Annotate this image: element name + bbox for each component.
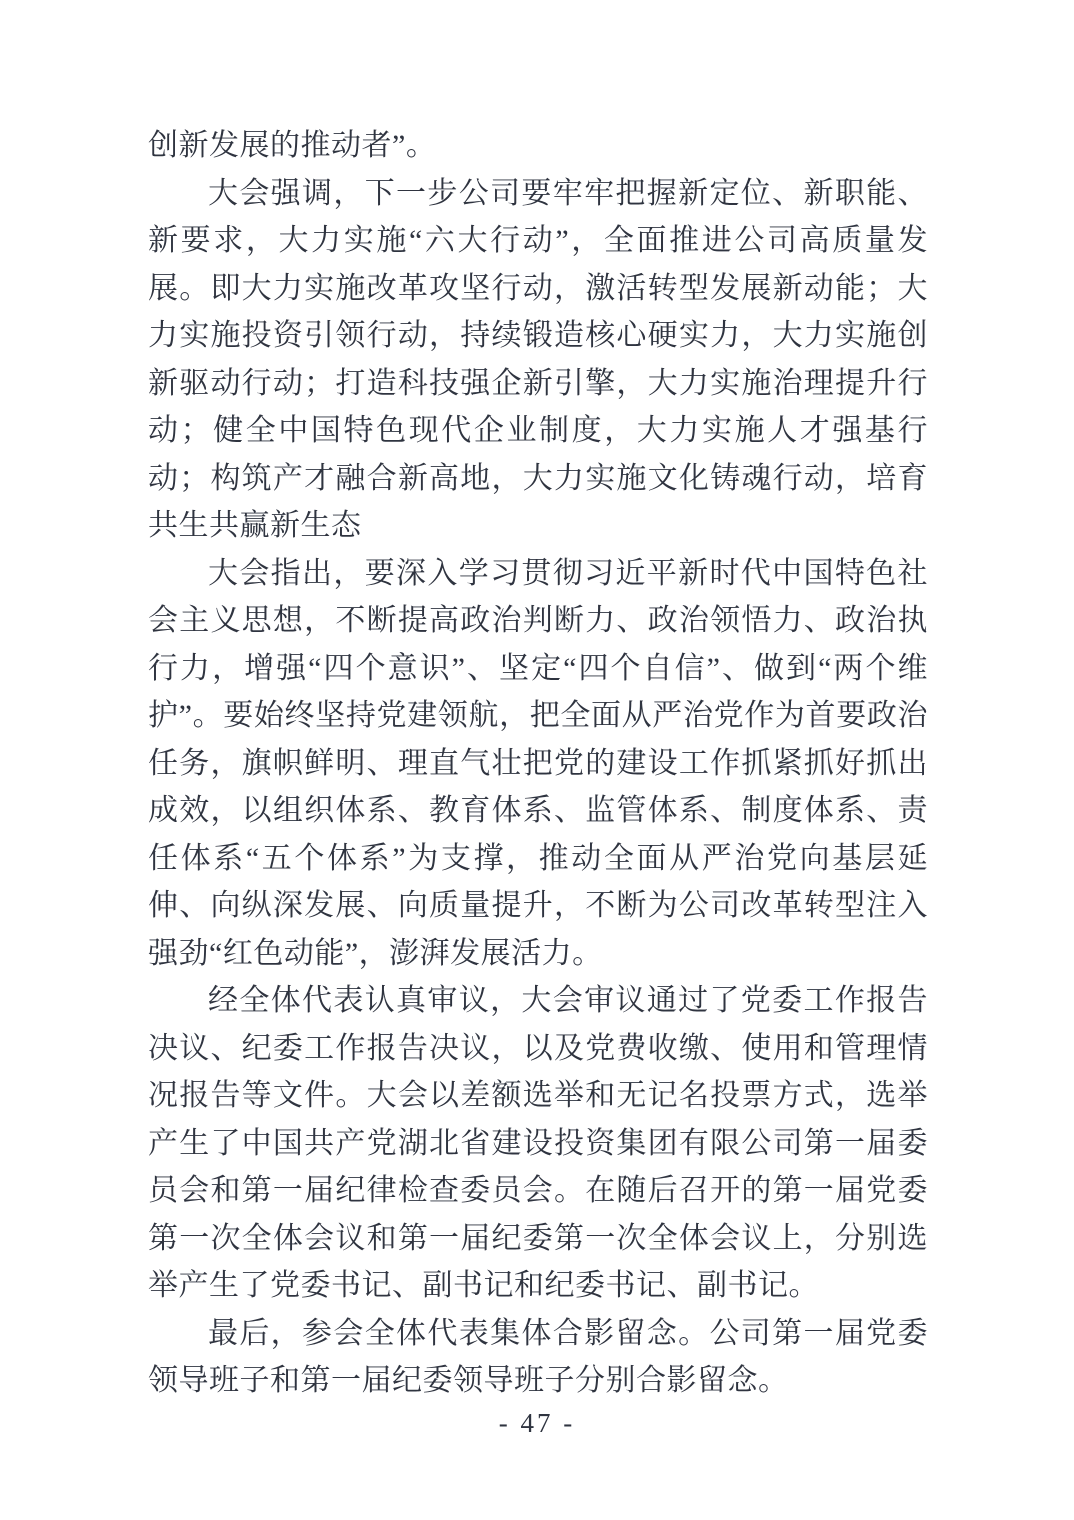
paragraph-conference-points: 大会指出，要深入学习贯彻习近平新时代中国特色社会主义思想，不断提高政治判断力、政治领悟力、政治执行力，增强“四个意识”、坚定“四个自信”、做到“两个维护”。要始终坚持党建领航，把全面从严治党作为首要政治任务，旗帜鲜明、理直气壮把党的建设工作抓紧抓好抓出成效，以组织体系、教育体系、监管体系、制度体系、责任体系“五个体系”为支撑，推动全面从严治党向基层延伸、向纵深发展、向质量提升，不断为公司改革转型注入强劲“红色动能”，澎湃发展活力。 bbox=[148, 556, 928, 970]
paragraph-conference-emphasis: 大会强调，下一步公司要牢牢把握新定位、新职能、新要求，大力实施“六大行动”，全面推进公司高质量发展。即大力实施改革攻坚行动，激活转型发展新动能；大力实施投资引领行动，持续锻造核心硬实力，大力实施创新驱动行动；打造科技强企新引擎，大力实施治理提升行动；健全中国特色现代企业制度，大力实施人才强基行动；构筑产才融合新高地，大力实施文化铸魂行动，培育共生共赢新生态 bbox=[148, 176, 928, 542]
page-number: - 47 - bbox=[498, 1408, 576, 1438]
paragraph-deliberation-results: 经全体代表认真审议，大会审议通过了党委工作报告决议、纪委工作报告决议，以及党费收缴、使用和管理情况报告等文件。大会以差额选举和无记名投票方式，选举产生了中国共产党湖北省建设投资集团有限公司第一届委员会和第一届纪律检查委员会。在随后召开的第一届党委第一次全体会议和第一届纪委第一次全体会议上，分别选举产生了党委书记、副书记和纪委书记、副书记。 bbox=[148, 984, 928, 1302]
paragraph-closing-photo: 最后，参会全体代表集体合影留念。公司第一届党委领导班子和第一届纪委领导班子分别合影留念。 bbox=[148, 1316, 928, 1397]
document-body bbox=[148, 122, 928, 1405]
paragraph-continuation: 创新发展的推动者”。 bbox=[148, 129, 437, 162]
